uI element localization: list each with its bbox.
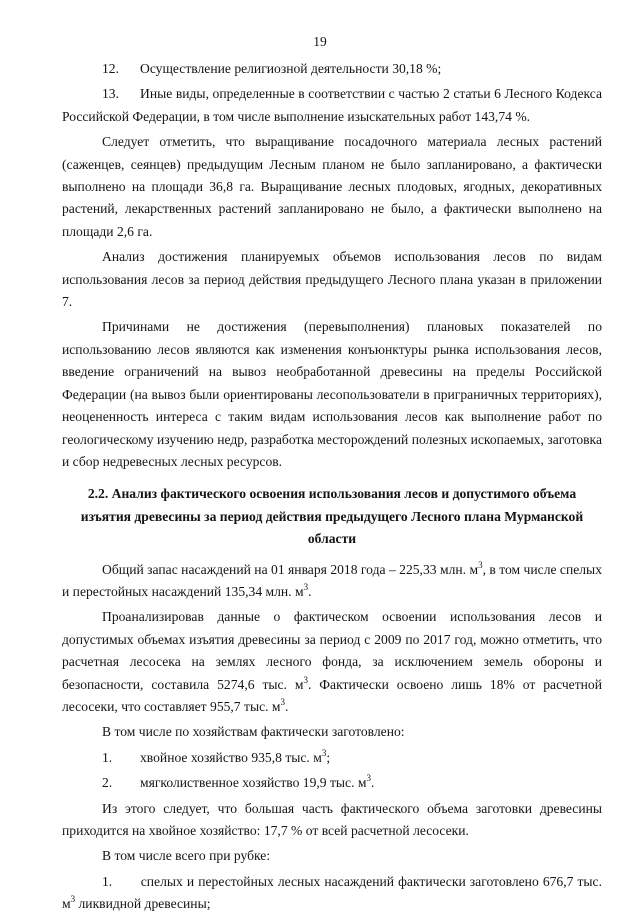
list-item-mature: 1. спелых и перестойных лесных насаждений фактически заготовлено 676,7 тыс. $м^3$ ликвидной древесины; <box>62 873 602 912</box>
list-item-13-text: Иные виды, определенные в соответствии с частью 2 статьи 6 Лесного Кодекса Российской Федерации, в том числе выполнение изыскательных работ 143,74 %. <box>62 86 602 124</box>
page-number: 19 <box>313 34 327 49</box>
paragraph-reasons: Причинами не достижения (перевыполнения) плановых показателей по использованию лесов являются как изменения конъюнктуры рынка использования лесов, введение ограничений на вывоз необработанной древесины на пределы Российской Федерации (на вывоз были ориентированы лесопользователи в приграничных территориях), неоцененность интереса с таким видам использования лесов как выполнение работ по геологическому изучению недр, разработка месторождений полезных ископаемых, заготовка и сбор недревесных лесных ресурсов. <box>62 319 602 469</box>
paragraph-analysis-reference: Анализ достижения планируемых объемов использования лесов по видам использования лесов за период действия предыдущего Лесного плана указан в приложении 7. <box>62 249 602 310</box>
list-number: 1. <box>102 749 113 765</box>
paragraph-cutting-analysis: Проанализировав данные о фактическом освоении использования лесов и допустимых объемах изъятия древесины за период с 2009 по 2017 год, можно отметить, что расчетная лесосека на землях лесного фонда, за исключением земель обороны и безопасности, составила 5274,6 тыс. $м^3$. Фактически освоено лишь 18% от расчетной лесосеки, что составляет 955,7 тыс. $м^3$. <box>62 609 602 714</box>
section-heading: 2.2. Анализ фактического освоения использования лесов и допустимого объема изъятия древесины за период действия предыдущего Лесного плана Мурманской области <box>80 486 584 547</box>
document-body <box>62 58 602 916</box>
paragraph-conclusion: Из этого следует, что большая часть фактического объема заготовки древесины приходится на хвойное хозяйство: 17,7 % от всей расчетной лесосеки. <box>62 800 602 839</box>
list-text: хвойное хозяйство 935,8 тыс. $м^3$; <box>140 747 331 765</box>
list-number: 13. <box>102 86 119 102</box>
paragraph-total-stock: Общий запас насаждений на 01 января 2018 года – 225,33 млн. $м^3$, в том числе спелых и перестойных насаждений 135,34 млн. $м^3$. <box>62 559 602 599</box>
list-text: Осуществление религиозной деятельности 30,18 %; <box>140 61 442 76</box>
list-text: мягколиственное хозяйство 19,9 тыс. $м^3$. <box>140 773 375 791</box>
paragraph-by-farm: В том числе по хозяйствам фактически заготовлено: <box>102 724 405 740</box>
list-number: 2. <box>102 775 113 791</box>
list-number: 12. <box>102 61 119 76</box>
paragraph-seedlings: Следует отметить, что выращивание посадочного материала лесных растений (саженцев, сеянцев) предыдущим Лесным планом не было запланировано, а фактически выполнено на площади 36,8 га. Выращивание лесных плодовых, ягодных, декоративных растений, лекарственных растений запланировано не было, а фактически выполнено на площади 2,6 га. <box>62 134 602 239</box>
list-item-conifer <box>62 747 602 769</box>
paragraph-felling: В том числе всего при рубке: <box>102 848 271 864</box>
list-item-softwood <box>62 772 602 794</box>
list-item-12 <box>62 58 602 80</box>
